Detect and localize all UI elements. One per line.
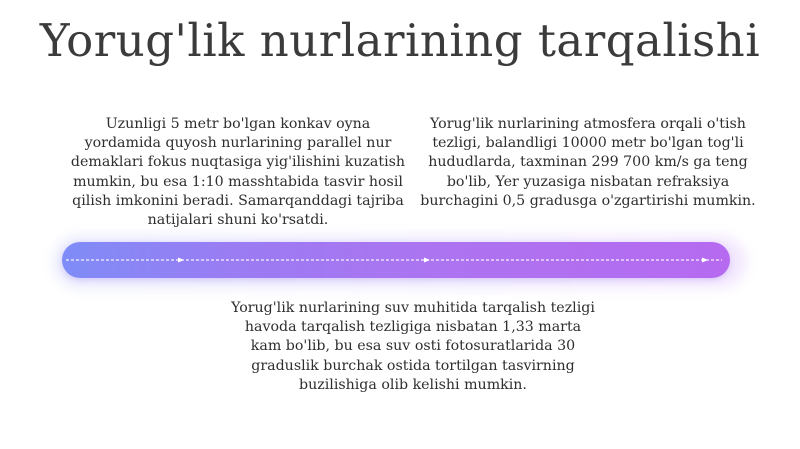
ray-arrow-1	[178, 258, 184, 263]
light-beam	[62, 242, 730, 278]
ray-arrow-3	[702, 258, 708, 263]
text-block-atmosphere: Yorug'lik nurlarining atmosfera orqali o'tish tezligi, balandligi 10000 metr bo'lgan tog'li hududlarda, taxminan 299 700 km/s ga teng bo'lib, Yer yuzasiga nisbatan refraksiya burchagini 0,5 gradusga o'zgartirishi mumkin.	[420, 116, 756, 209]
light-ray-icon	[62, 242, 730, 278]
page-title: Yorug'lik nurlarining tarqalishi	[39, 14, 761, 67]
text-block-water: Yorug'lik nurlarining suv muhitida tarqalish tezligi havoda tarqalish tezligiga nisbatan 1,33 marta kam bo'lib, bu esa suv osti fotosuratlarida 30 graduslik burchak ostida tortilgan tasvirning buzilishiga olib kelishi mumkin.	[231, 300, 595, 393]
text-block-concave-mirror: Uzunligi 5 metr bo'lgan konkav oyna yordamida quyosh nurlarining parallel nur demaklari fokus nuqtasiga yig'ilishini kuzatish mumkin, bu esa 1:10 masshtabida tasvir hosil qilish imkonini beradi. Samarqanddagi tajriba natijalari shuni ko'rsatdi.	[70, 116, 406, 229]
ray-arrow-2	[424, 258, 430, 263]
light-beam-bar	[50, 232, 750, 292]
